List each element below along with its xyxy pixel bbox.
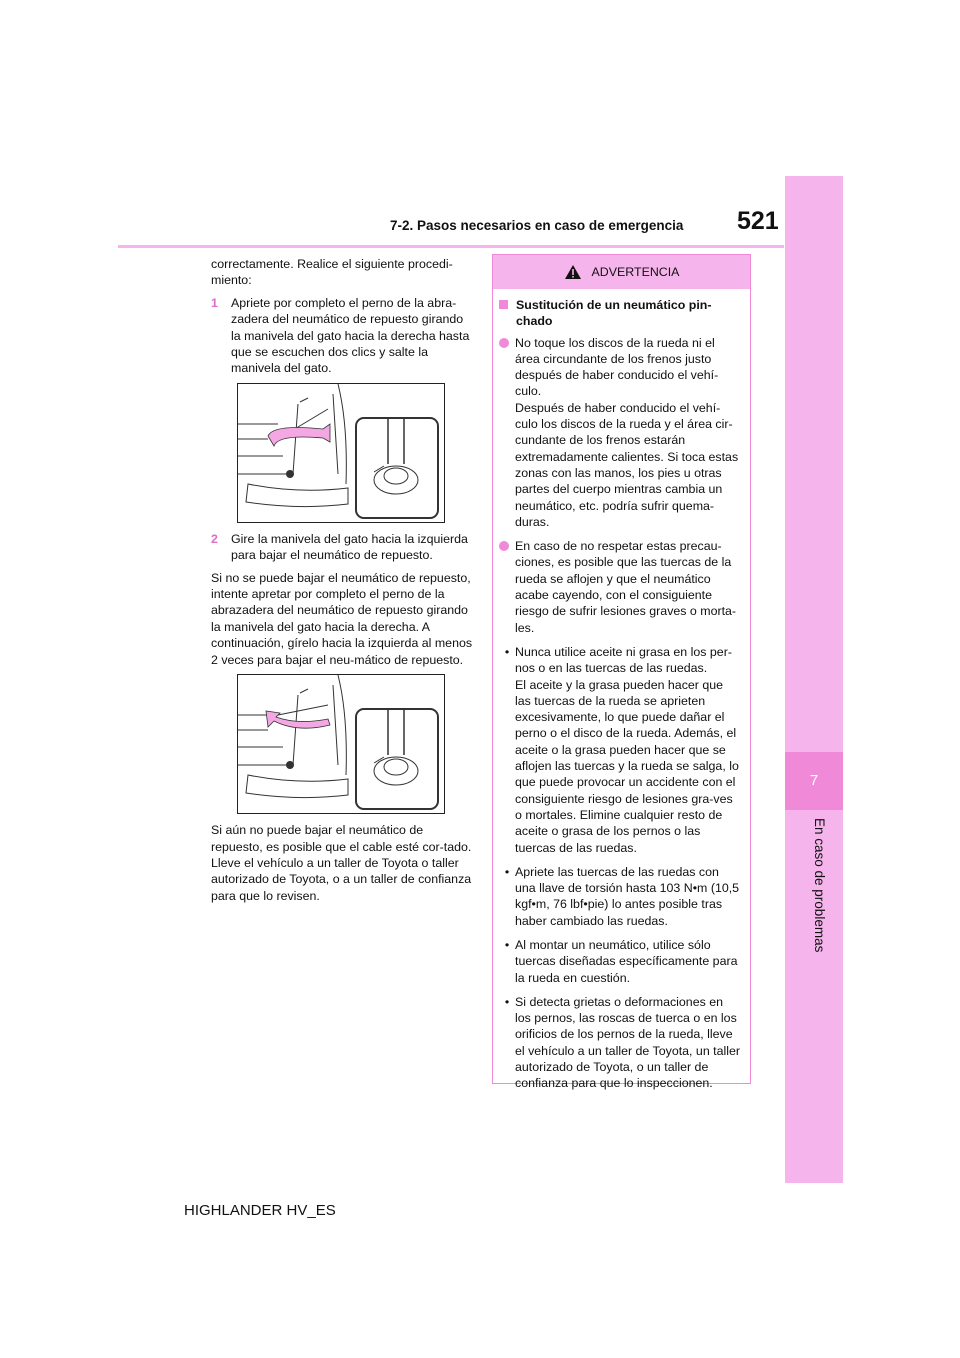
paragraph: Si no se puede bajar el neumático de repuesto, intente apretar por completo el perno de la abrazadera del neumático de repuesto girando la manivela del gato hacia la derecha. A continuación, gírelo hacia la izquierda al menos 2 veces para bajar el neu-mático de repuesto. [211,570,473,667]
bullet-glyph: • [504,864,510,879]
step-number: 1 [211,295,218,310]
circle-bullet-icon [499,338,509,348]
warning-box [492,254,751,1091]
warning-subitem: • Si detecta grietas o deformaciones en los pernos, las roscas de tuerca o en los orificios de los pernos de la rueda, lleve el vehículo a un taller de Toyota, un taller autorizado de Toyota, o un taller de confianza para que lo inspeccionen. [499,994,742,1092]
step-1 [211,295,473,377]
footer-model: HIGHLANDER HV_ES [184,1202,336,1219]
header-divider [118,245,784,248]
bullet-glyph: • [504,937,510,952]
step-2 [211,531,473,564]
illustration-tighten-jack-handle [237,383,445,523]
section-title: 7-2. Pasos necesarios en caso de emergencia [390,218,684,233]
circle-bullet-icon [499,541,509,551]
warning-subitem: • Al montar un neumático, utilice sólo tuercas diseñadas específicamente para la rueda en cuestión. [499,937,742,986]
page-number: 521 [737,207,779,235]
warning-triangle-icon [564,264,582,280]
warning-subitem: • Nunca utilice aceite ni grasa en los per-nos o en las tuercas de las ruedas. El aceite y la grasa pueden hacer que las tuercas de la rueda se aprieten excesivamente, lo que puede dañar el perno o el disco de la rueda. Además, el aceite o la grasa pueden hacer que se aflojen las tuercas y la rueda se salga, lo que puede provocar un accidente con el consiguiente riesgo de lesiones gra-ves o mortales. Elimine cualquier resto de aceite o grasa de los pernos o las tuercas de las ruedas. [499,644,742,856]
intro-paragraph: correctamente. Realice el siguiente procedi-miento: [211,257,453,288]
left-column [211,256,473,910]
warning-item: En caso de no respetar estas precau-ciones, es posible que las tuercas de la rueda se aflojen y que el neumático acabe cayendo, con el consiguiente riesgo de sufrir lesiones graves o morta-les. [499,538,742,636]
chapter-sidebar [785,176,843,1183]
chapter-number: 7 [785,752,843,810]
illustration-lower-spare-tire [237,674,445,814]
bullet-glyph: • [504,994,510,1009]
step-number: 2 [211,531,218,546]
warning-header [493,255,750,289]
warning-body [493,289,750,1108]
warning-item: No toque los discos de la rueda ni el área circundante de los frenos justo después de haber conducido el vehí-culo. Después de haber conducido el vehí-culo los discos de la rueda y el área cir-cundante de los frenos estarán extremadamente calientes. Si toca estas zonas con las manos, los pies u otras partes del cuerpo mientras cambia un neumático, etc. podría sufrir quema-duras. [499,335,742,531]
step-text: Apriete por completo el perno de la abra-zadera del neumático de repuesto girando la manivela del gato hacia la derecha hasta que se escuchen dos clics y salte la manivela del gato. [231,295,470,376]
chapter-label: En caso de problemas [812,818,827,953]
step-text: Gire la manivela del gato hacia la izquierda para bajar el neumático de repuesto. [231,531,468,563]
bullet-glyph: • [504,644,510,659]
warning-subitem: • Apriete las tuercas de las ruedas con una llave de torsión hasta 103 N•m (10,5 kgf•m, 76 lbf•pie) lo antes posible tras haber cambiado las ruedas. [499,864,742,929]
warning-section-heading: Sustitución de un neumático pin-chado [499,297,742,330]
paragraph: Si aún no puede bajar el neumático de repuesto, es posible que el cable esté cor-tado. Lleve el vehículo a un taller de Toyota o taller autorizado de Toyota, o a un taller de confianza para que lo revisen. [211,823,472,903]
warning-title: ADVERTENCIA [591,264,680,279]
square-bullet-icon [499,300,508,309]
